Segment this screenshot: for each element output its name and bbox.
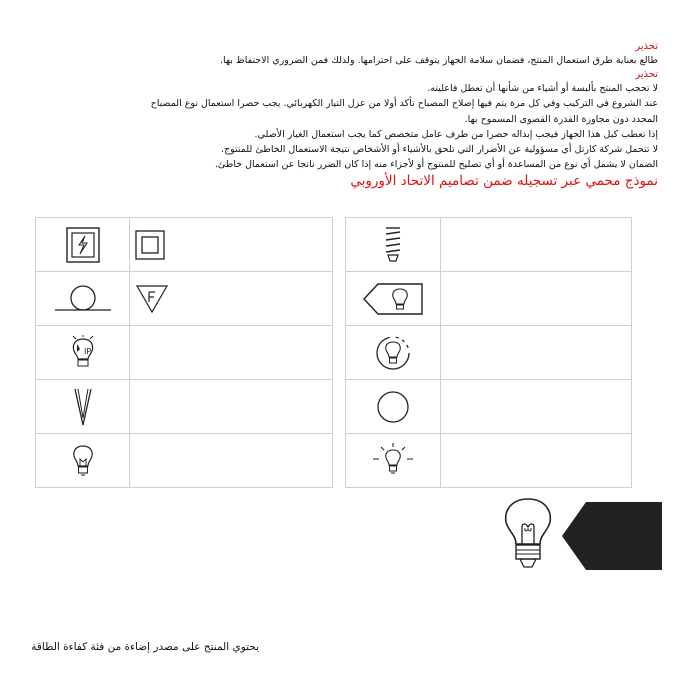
symbol-desc-cell xyxy=(130,326,333,380)
warning-heading-2: تحذير xyxy=(635,69,658,81)
table-row xyxy=(346,326,632,380)
warning-line-5: إذا تعطب كبل هذا الجهاز فيجب إبداله حصرا من طرف عامل متخصص كما يجب استعمال الغيار الأصلي. xyxy=(254,128,658,140)
ip-rated-bulb-icon xyxy=(66,335,100,371)
table-row xyxy=(36,380,333,434)
energy-bulb-icon xyxy=(500,497,556,577)
warning-line-1: طالع بعناية طرق استعمال المنتج، فضمان سلامة الجهاز يتوقف على احترامها. ولذلك فمن الضروري الاحتفاظ بها. xyxy=(219,55,658,66)
symbol-desc-cell xyxy=(130,380,333,434)
warning-line-4: المحدد دون مجاوزة القدرة القصوى المسموح بها. xyxy=(464,113,658,125)
dimmable-bulb-icon xyxy=(374,334,412,372)
warning-line-2: لا تحجب المنتج بألبسة أو أشياء من شأنها أن تعطل فاعليته. xyxy=(427,83,658,95)
cable-loop-icon xyxy=(53,284,113,314)
symbol-cell xyxy=(346,272,441,326)
table-row xyxy=(346,380,632,434)
symbol-desc-cell xyxy=(130,434,333,488)
svg-text:IP: IP xyxy=(83,346,91,356)
symbol-desc-cell xyxy=(441,326,632,380)
warnings-section xyxy=(20,40,658,190)
symbol-desc-cell xyxy=(441,434,632,488)
table-row xyxy=(346,434,632,488)
table-row xyxy=(36,434,333,488)
table-row xyxy=(346,272,632,326)
energy-footer-text: يحتوي المنتج على مصدر إضاءة من فئة كفاءة الطاقة xyxy=(31,641,259,653)
circle-icon xyxy=(376,390,410,424)
warning-line-6: لا تتحمل شركة كارتل أي مسؤولية عن الأضرار التي تلحق بالأشياء أو الأشخاص نتيجة الاستعمال الخاطئ للمنتوج. xyxy=(221,144,658,156)
symbol-cell xyxy=(346,380,441,434)
symbol-cell xyxy=(346,218,441,272)
table-row xyxy=(36,326,333,380)
lit-bulb-icon xyxy=(371,443,415,479)
symbol-cell xyxy=(36,380,130,434)
symbol-cell xyxy=(36,434,130,488)
bulb-tag-icon xyxy=(362,282,424,316)
safety-transformer-icon xyxy=(66,227,100,263)
table-row xyxy=(36,272,333,326)
table-row xyxy=(346,218,632,272)
bulb-icon xyxy=(71,445,95,477)
v-mark-icon xyxy=(73,388,93,426)
symbol-cell xyxy=(346,326,441,380)
symbol-cell xyxy=(36,326,130,380)
symbol-desc-cell xyxy=(130,218,333,272)
symbol-cell xyxy=(36,272,130,326)
screw-base-icon xyxy=(383,226,403,264)
symbol-cell xyxy=(346,434,441,488)
warning-heading-1: تحذير xyxy=(635,41,658,52)
warning-line-7: الضمان لا يشمل أي نوع من المساعدة أو أي تصليح للمنتوج أو لأجزاء منه إذا كان الضرر ناتجا عن استعمال خاطئ. xyxy=(214,159,658,171)
symbol-cell xyxy=(36,218,130,272)
symbol-desc-cell xyxy=(130,272,333,326)
symbol-desc-cell xyxy=(441,218,632,272)
symbol-desc-cell xyxy=(441,380,632,434)
double-insulation-icon xyxy=(135,230,165,260)
eu-design-title: نموذج محمي عبر تسجيله ضمن تصاميم الاتحاد الأوروبي xyxy=(350,173,658,190)
table-row xyxy=(36,218,333,272)
energy-arrow-shape xyxy=(562,502,662,570)
energy-class-arrow xyxy=(562,502,662,570)
symbols-table-left xyxy=(35,217,333,488)
symbol-desc-cell xyxy=(441,272,632,326)
warning-line-3: عند الشروع في التركيب وفي كل مرة يتم فيها إصلاح المصباح تأكد أولا من عزل التيار الكهربائي. يجب حصرا استعمال نوع المصباح xyxy=(150,98,658,110)
f-mark-triangle-icon xyxy=(135,284,169,314)
symbols-table-right xyxy=(345,217,632,488)
